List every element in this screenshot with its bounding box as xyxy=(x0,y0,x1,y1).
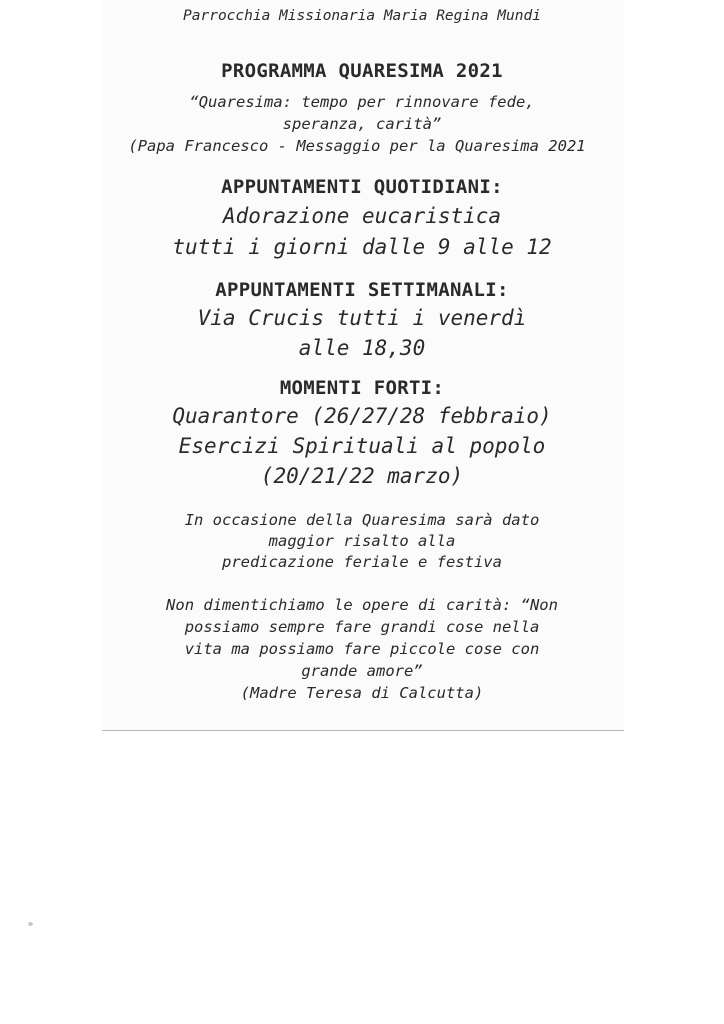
note2-line-3: vita ma possiamo fare piccole cose con xyxy=(184,640,540,658)
note2-source: (Madre Teresa di Calcutta) xyxy=(240,684,484,702)
strong-heading: MOMENTI FORTI: xyxy=(279,377,445,399)
quote-line-1: “Quaresima: tempo per rinnovare fede, xyxy=(189,93,535,111)
strong-line-3: (20/21/22 marzo) xyxy=(260,464,464,488)
note2-line-1: Non dimentichiamo le opere di carità: “Non xyxy=(166,596,558,614)
weekly-heading: APPUNTAMENTI SETTIMANALI: xyxy=(215,279,509,301)
note1-line-3: predicazione feriale e festiva xyxy=(222,553,502,571)
daily-heading: APPUNTAMENTI QUOTIDIANI: xyxy=(221,176,503,198)
daily-line-2: tutti i giorni dalle 9 alle 12 xyxy=(172,235,552,259)
strong-line-1: Quarantore (26/27/28 febbraio) xyxy=(172,404,552,428)
quote-line-2: speranza, carità” xyxy=(282,115,442,133)
weekly-line-1: Via Crucis tutti i venerdì xyxy=(197,306,527,330)
quote-source: (Papa Francesco - Messaggio per la Quaresima 2021 xyxy=(128,137,586,155)
note1-line-2: maggior risalto alla xyxy=(268,532,456,550)
page-title: PROGRAMMA QUARESIMA 2021 xyxy=(221,60,503,82)
note2-line-4: grande amore” xyxy=(301,662,423,680)
note1-line-1: In occasione della Quaresima sarà dato xyxy=(184,511,540,529)
parish-name: Parrocchia Missionaria Maria Regina Mundi xyxy=(183,8,541,24)
daily-line-1: Adorazione eucaristica xyxy=(222,204,502,228)
note2-line-2: possiamo sempre fare grandi cose nella xyxy=(184,618,540,636)
scan-speck xyxy=(28,922,33,926)
strong-line-2: Esercizi Spirituali al popolo xyxy=(178,434,546,458)
weekly-line-2: alle 18,30 xyxy=(298,336,426,360)
